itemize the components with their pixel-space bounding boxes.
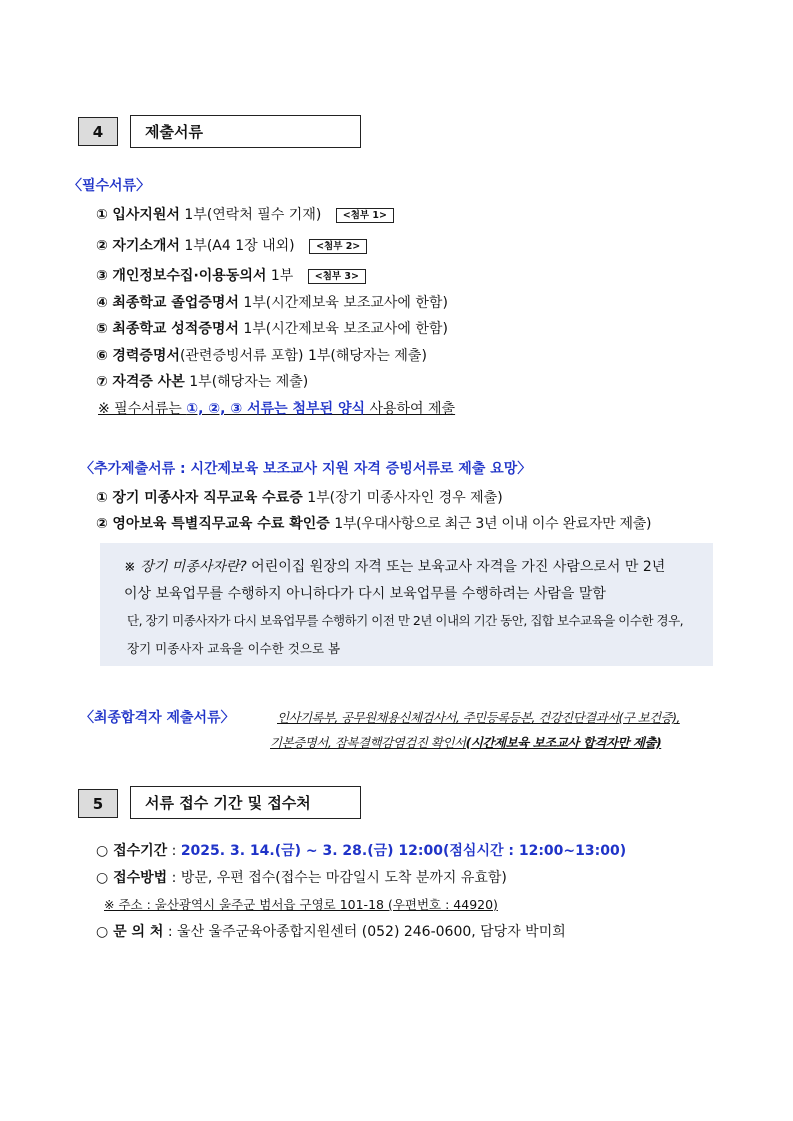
contact-value: 울산 울주군육아종합지원센터 (052) 246-0600, 담당자 박미희 (177, 924, 566, 940)
item-name: 최종학교 성적증명서 (112, 321, 239, 337)
item-desc: 1부(우대사항으로 최근 3년 이내 이수 완료자만 제출) (334, 516, 652, 532)
item-mark: ④ (96, 295, 108, 311)
required-item-5 (96, 318, 448, 338)
additional-heading: 〈추가제출서류 : 시간제보육 보조교사 지원 자격 증빙서류로 제출 요망〉 (80, 461, 532, 477)
note-line-1 (124, 556, 665, 576)
item-mark: ⑤ (96, 321, 108, 337)
note-line-3: 단, 장기 미종사자가 다시 보육업무를 수행하기 이전 만 2년 이내의 기간 동안, 집합 보수교육을 이수한 경우, (127, 613, 684, 628)
item-mark: ② (96, 238, 108, 254)
section-number-5: 5 (78, 789, 118, 818)
final-line-1: 인사기록부, 공무원채용신체검사서, 주민등록등본, 건강진단결과서(구 보건증), (277, 710, 680, 725)
item-desc: 1부(시간제보육 보조교사에 한함) (243, 321, 448, 337)
item-mark: ⑥ (96, 348, 108, 364)
period-label: ○ 접수기간 (96, 843, 168, 859)
item-desc: 1부(연락처 필수 기재) (184, 207, 322, 223)
additional-item-1 (96, 487, 503, 507)
note-line-1-rest: 어린이집 원장의 자격 또는 보육교사 자격을 가진 사람으로서 만 2년 (246, 559, 666, 575)
item-name: 개인정보수집·이용동의서 (112, 268, 267, 284)
method-line: ○ 접수방법 : 방문, 우편 접수(접수는 마감일시 도착 분까지 유효함) (96, 870, 507, 886)
address-line: ※ 주소 : 울산광역시 울주군 범서읍 구영로 101-18 (우편번호 : 44920) (104, 897, 498, 912)
item-name: 입사지원서 (112, 207, 180, 223)
section-title-5: 서류 접수 기간 및 접수처 (130, 786, 361, 819)
period-value: 2025. 3. 14.(금) ~ 3. 28.(금) 12:00(점심시간 : 12:00~13:00) (180, 843, 627, 859)
note-line-4: 장기 미종사자 교육을 이수한 것으로 봄 (127, 641, 341, 656)
required-note (98, 398, 455, 418)
item-desc: 1부 (270, 268, 294, 284)
item-name: 영아보육 특별직무교육 수료 확인증 (112, 516, 330, 532)
required-item-4 (96, 292, 448, 312)
note-question: ※ 장기 미종사자란? (124, 559, 247, 575)
final-line-2-a: 기본증명서, 잠복결핵감염검진 확인서 (270, 735, 466, 750)
item-mark: ① (96, 207, 108, 223)
section-title-4: 제출서류 (130, 115, 361, 148)
contact-line: ○ 문 의 처 : 울산 울주군육아종합지원센터 (052) 246-0600, 담당자 박미희 (96, 924, 566, 940)
item-mark: ⑦ (96, 374, 108, 390)
attachment-badge: <첨부 1> (336, 208, 394, 223)
item-name: 최종학교 졸업증명서 (112, 295, 239, 311)
final-line-2 (270, 733, 661, 751)
required-item-2 (96, 235, 367, 255)
additional-item-2 (96, 513, 651, 533)
item-name: 경력증명서 (112, 348, 180, 364)
method-label: ○ 접수방법 (96, 870, 168, 886)
item-mark: ② (96, 516, 108, 532)
final-heading: 〈최종합격자 제출서류〉 (80, 710, 235, 726)
required-item-6 (96, 345, 427, 365)
period-line: ○ 접수기간 : 2025. 3. 14.(금) ~ 3. 28.(금) 12:00(점심시간 : 12:00~13:00) (96, 843, 627, 859)
note-line-2: 이상 보육업무를 수행하지 아니하다가 다시 보육업무를 수행하려는 사람을 말함 (124, 586, 606, 602)
item-mark: ① (96, 490, 108, 506)
required-item-3 (96, 265, 366, 285)
note-suffix: 사용하여 제출 (365, 401, 456, 417)
item-desc: 1부(장기 미종사자인 경우 제출) (307, 490, 503, 506)
note-highlight: ①, ②, ③ 서류는 첨부된 양식 (186, 401, 366, 417)
item-mark: ③ (96, 268, 108, 284)
required-heading: 〈필수서류〉 (68, 178, 151, 194)
required-item-7 (96, 371, 308, 391)
item-name: 자격증 사본 (112, 374, 185, 390)
item-desc: (관련증빙서류 포함) 1부(해당자는 제출) (179, 348, 427, 364)
attachment-badge: <첨부 3> (308, 269, 366, 284)
attachment-badge: <첨부 2> (309, 239, 367, 254)
final-line-2-b: (시간제보육 보조교사 합격자만 제출) (465, 735, 662, 750)
item-name: 자기소개서 (112, 238, 180, 254)
method-value: 방문, 우편 접수(접수는 마감일시 도착 분까지 유효함) (180, 870, 507, 886)
item-name: 장기 미종사자 직무교육 수료증 (112, 490, 303, 506)
note-prefix: ※ 필수서류는 (98, 401, 187, 417)
section-number-4: 4 (78, 117, 118, 146)
required-item-1 (96, 204, 394, 224)
item-desc: 1부(시간제보육 보조교사에 한함) (243, 295, 448, 311)
item-desc: 1부(A4 1장 내외) (184, 238, 295, 254)
item-desc: 1부(해당자는 제출) (189, 374, 309, 390)
contact-label: ○ 문 의 처 (96, 924, 164, 940)
